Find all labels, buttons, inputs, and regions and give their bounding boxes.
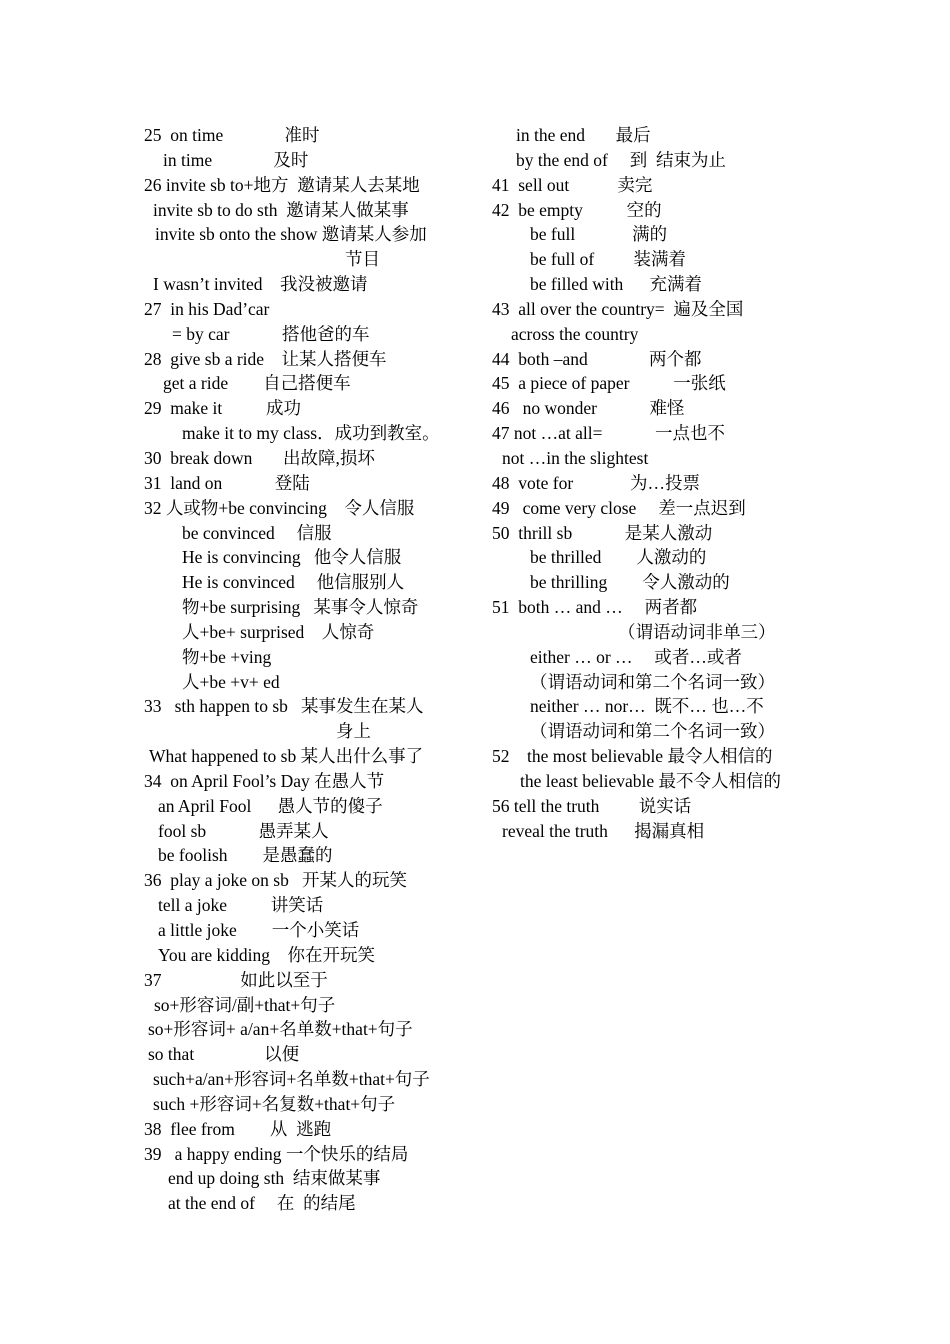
vocab-line: at the end of 在 的结尾 bbox=[168, 1193, 356, 1214]
vocab-line: = by car 搭他爸的车 bbox=[172, 323, 370, 344]
vocab-line: 身上 bbox=[336, 721, 371, 742]
vocab-line: either … or … 或者…或者 bbox=[530, 646, 742, 667]
vocab-line: You are kidding 你在开玩笑 bbox=[158, 944, 375, 965]
vocab-line: 37 如此以至于 bbox=[144, 969, 328, 990]
vocab-line: 39 a happy ending 一个快乐的结局 bbox=[144, 1143, 409, 1164]
vocab-line: 41 sell out 卖完 bbox=[492, 174, 653, 195]
vocab-line: be convinced 信服 bbox=[182, 522, 332, 543]
vocab-line: an April Fool 愚人节的傻子 bbox=[158, 795, 383, 816]
vocab-line: 45 a piece of paper 一张纸 bbox=[492, 373, 726, 394]
vocab-line: so that 以便 bbox=[148, 1044, 300, 1065]
vocab-line: so+形容词+ a/an+名单数+that+句子 bbox=[148, 1019, 413, 1040]
vocab-line: be foolish 是愚蠢的 bbox=[158, 845, 333, 866]
vocab-line: get a ride 自己搭便车 bbox=[163, 373, 351, 394]
vocab-line: He is convincing 他令人信服 bbox=[182, 547, 402, 568]
vocab-line: 46 no wonder 难怪 bbox=[492, 398, 685, 419]
vocab-line: 50 thrill sb 是某人激动 bbox=[492, 522, 713, 543]
vocab-line: 42 be empty 空的 bbox=[492, 199, 662, 220]
vocab-line: invite sb onto the show 邀请某人参加 bbox=[155, 224, 427, 245]
vocab-line: 25 on time 准时 bbox=[144, 125, 320, 145]
vocab-line: 38 flee from 从 逃跑 bbox=[144, 1118, 332, 1139]
vocab-line: 49 come very close 差一点迟到 bbox=[492, 497, 746, 518]
vocab-line: not …in the slightest bbox=[502, 447, 649, 468]
vocab-line: reveal the truth 揭漏真相 bbox=[502, 820, 705, 841]
vocab-line: （谓语动词和第二个名词一致） bbox=[530, 671, 775, 692]
vocab-line: such+a/an+形容词+名单数+that+句子 bbox=[153, 1069, 430, 1090]
vocab-line: 30 break down 出故障,损坏 bbox=[144, 447, 375, 468]
vocab-line: 33 sth happen to sb 某事发生在某人 bbox=[144, 696, 424, 717]
vocab-line: 人+be+ surprised 人惊奇 bbox=[182, 621, 375, 642]
vocab-line: tell a joke 讲笑话 bbox=[158, 895, 324, 916]
vocab-line: so+形容词/副+that+句子 bbox=[154, 994, 336, 1015]
vocab-line: （谓语动词和第二个名词一致） bbox=[530, 721, 775, 742]
vocab-line: 47 not …at all= 一点也不 bbox=[492, 423, 725, 444]
vocab-line: 44 both –and 两个都 bbox=[492, 348, 702, 369]
vocab-line: across the country bbox=[511, 323, 639, 344]
vocab-line: 32 人或物+be convincing 令人信服 bbox=[144, 497, 415, 518]
vocab-line: 物+be +ving bbox=[182, 646, 272, 667]
vocab-line: such +形容词+名复数+that+句子 bbox=[153, 1093, 396, 1114]
vocab-line: 34 on April Fool’s Day 在愚人节 bbox=[144, 770, 385, 791]
vocab-line: 节目 bbox=[345, 249, 380, 270]
vocab-line: 56 tell the truth 说实话 bbox=[492, 795, 692, 816]
vocab-line: a little joke 一个小笑话 bbox=[158, 920, 360, 940]
vocab-line: be thrilled 人激动的 bbox=[530, 547, 707, 568]
vocab-line: 物+be surprising 某事令人惊奇 bbox=[182, 597, 419, 618]
vocab-line: in time 及时 bbox=[163, 149, 309, 170]
vocab-line: make it to my class．成功到教室。 bbox=[182, 423, 440, 444]
vocab-line: I wasn’t invited 我没被邀请 bbox=[153, 274, 368, 295]
vocab-line: 29 make it 成功 bbox=[144, 398, 301, 419]
vocab-line: What happened to sb 某人出什么事了 bbox=[149, 746, 424, 767]
vocab-line: the least believable 最不令人相信的 bbox=[520, 770, 781, 791]
vocab-line: 人+be +v+ ed bbox=[182, 671, 280, 692]
vocab-line: invite sb to do sth 邀请某人做某事 bbox=[153, 199, 409, 220]
left-column bbox=[144, 123, 474, 1216]
vocab-line: He is convinced 他信服别人 bbox=[182, 572, 405, 593]
vocab-line: 43 all over the country= 遍及全国 bbox=[492, 298, 744, 319]
vocab-line: 26 invite sb to+地方 邀请某人去某地 bbox=[144, 174, 420, 195]
vocab-line: （谓语动词非单三） bbox=[618, 621, 776, 642]
vocab-line: in the end 最后 bbox=[516, 125, 651, 145]
vocab-line: be thrilling 令人激动的 bbox=[530, 572, 730, 593]
vocab-line: 28 give sb a ride 让某人搭便车 bbox=[144, 348, 387, 369]
vocab-line: end up doing sth 结束做某事 bbox=[168, 1168, 381, 1189]
vocab-line: be filled with 充满着 bbox=[530, 274, 703, 295]
vocab-line: 52 the most believable 最令人相信的 bbox=[492, 746, 773, 767]
right-column bbox=[492, 123, 822, 843]
vocab-line: 48 vote for 为…投票 bbox=[492, 472, 701, 493]
vocab-line: 31 land on 登陆 bbox=[144, 472, 310, 493]
vocab-line: fool sb 愚弄某人 bbox=[158, 820, 329, 841]
vocab-line: 36 play a joke on sb 开某人的玩笑 bbox=[144, 870, 407, 891]
vocab-line: neither … nor… 既不… 也…不 bbox=[530, 696, 764, 717]
vocab-line: by the end of 到 结束为止 bbox=[516, 149, 726, 170]
vocab-line: be full 满的 bbox=[530, 224, 668, 245]
vocab-line: be full of 装满着 bbox=[530, 249, 687, 270]
vocab-line: 27 in his Dad’car bbox=[144, 298, 270, 319]
vocab-line: 51 both … and … 两者都 bbox=[492, 597, 698, 618]
